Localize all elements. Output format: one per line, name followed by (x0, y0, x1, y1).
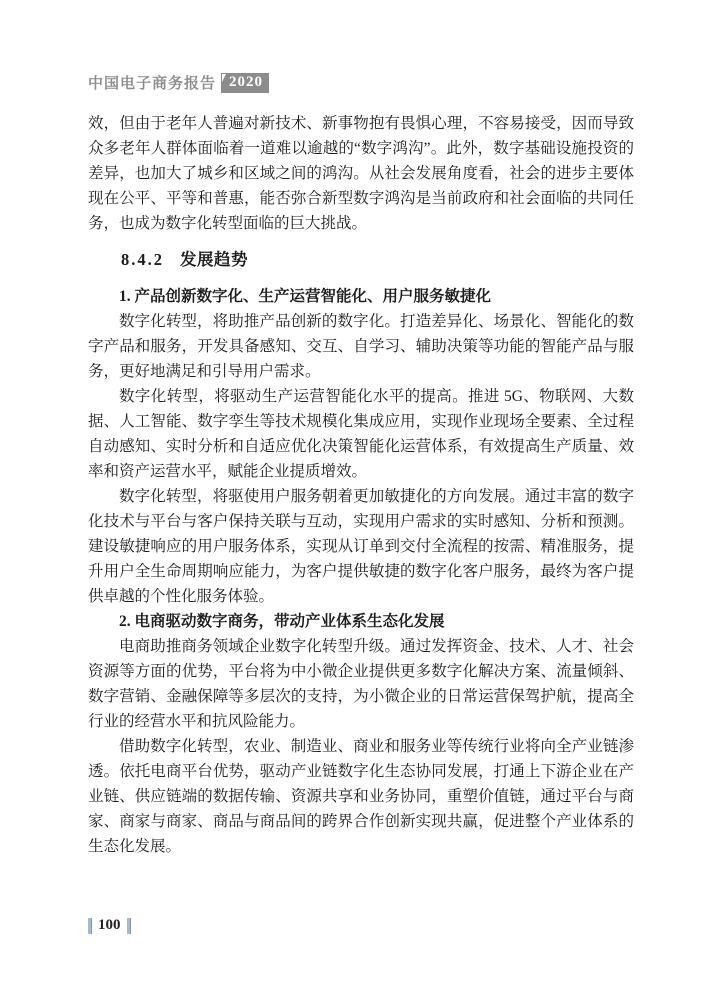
page-footer (88, 917, 131, 934)
page-header (88, 72, 269, 93)
numbered-item-2-heading: 2. 电商驱动数字商务，带动产业体系生态化发展 (119, 613, 445, 630)
paragraph: 电商助推商务领域企业数字化转型升级。通过发挥资金、技术、人才、社会资源等方面的优势，平台将为中小微企业提供更多数字化解决方案、流量倾斜、数字营销、金融保障等多层次的支持，为小微企业的日常运营保驾护航，提高全行业的经营水平和抗风险能力。 (88, 638, 634, 730)
page-body (88, 111, 634, 859)
paragraph: 数字化转型，将驱动生产运营智能化水平的提高。推进 5G、物联网、大数据、人工智能、数字孪生等技术规模化集成应用，实现作业现场全要素、全过程自动感知、实时分析和自适应优化决策智能化运营体系，有效提高生产质量、效率和资产运营水平，赋能企业提质增效。 (88, 388, 634, 480)
year-badge: 2020 (221, 73, 269, 93)
page-number: 100 (98, 917, 121, 933)
paragraph-continuation: 效，但由于老年人普遍对新技术、新事物抱有畏惧心理，不容易接受，因而导致众多老年人群体面临着一道难以逾越的“数字鸿沟”。此外，数字基础设施投资的差异，也加大了城乡和区域之间的鸿沟。从社会发展角度看，社会的进步主要体现在公平、平等和普惠，能否弥合新型数字鸿沟是当前政府和社会面临的共同任务，也成为数字化转型面临的巨大挑战。 (88, 115, 634, 232)
report-title: 中国电子商务报告 (88, 75, 217, 92)
paragraph: 借助数字化转型，农业、制造业、商业和服务业等传统行业将向全产业链渗透。依托电商平台优势，驱动产业链数字化生态协同发展，打通上下游企业在产业链、供应链端的数据传输、资源共享和业务协同，重塑价值链，通过平台与商家、商家与商家、商品与商品间的跨界合作创新实现共赢，促进整个产业体系的生态化发展。 (88, 738, 634, 855)
numbered-item-1-heading: 1. 产品创新数字化、生产运营智能化、用户服务敏捷化 (119, 288, 492, 305)
section-heading (88, 247, 634, 272)
paragraph: 数字化转型，将驱使用户服务朝着更加敏捷化的方向发展。通过丰富的数字化技术与平台与客户保持关联与互动，实现用户需求的实时感知、分析和预测。建设敏捷响应的用户服务体系，实现从订单到交付全流程的按需、精准服务，提升用户全生命周期响应能力，为客户提供敏捷的数字化客户服务，最终为客户提供卓越的个性化服务体验。 (88, 488, 634, 605)
page-number-left-bar (88, 918, 92, 934)
section-number: 8.4.2 (121, 250, 164, 269)
page-number-right-bar (127, 918, 131, 934)
section-title: 发展趋势 (180, 250, 248, 269)
paragraph: 数字化转型，将助推产品创新的数字化。打造差异化、场景化、智能化的数字产品和服务，开发具备感知、交互、自学习、辅助决策等功能的智能产品与服务，更好地满足和引导用户需求。 (88, 313, 634, 380)
